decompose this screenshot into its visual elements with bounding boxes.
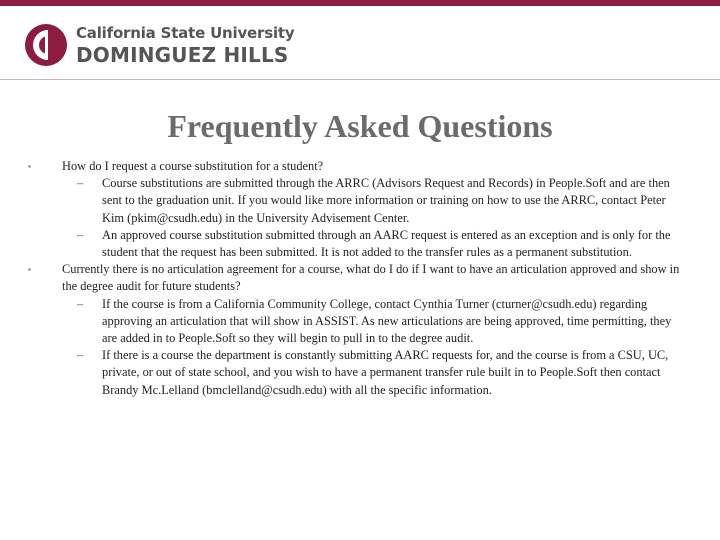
answer-text: An approved course substitution submitted through an AARC request is entered as an exception and is only for the student that the request has been submitted. It is not added to the transfer rules as a permanent substitution. [102, 227, 671, 260]
logo-text-line2: DOMINGUEZ HILLS [76, 43, 289, 67]
university-logo [24, 23, 295, 69]
faq-question [28, 158, 688, 175]
faq-answer [28, 296, 688, 348]
answer-text: If the course is from a California Community College, contact Cynthia Turner (cturner@csudh.edu) regarding approving an articulation that will show in ASSIST. As new articulations are being approved, time permitting, they are added in to People.Soft so they will begin to pull in to the degree audit. [102, 296, 672, 346]
faq-answer [28, 347, 688, 399]
bullet-icon: ▪ [28, 265, 31, 275]
dash-icon: – [77, 296, 84, 311]
faq-question [28, 261, 688, 295]
answer-text: Course substitutions are submitted through the ARRC (Advisors Request and Records) in People.Soft and are then sent to the graduation unit. If you would like more information or training on how to use the ARRC, contact Peter Kim (pkim@csudh.edu) in the University Advisement Center. [102, 176, 670, 225]
faq-answer [28, 227, 688, 261]
faq-answer [28, 175, 688, 227]
dash-icon: – [77, 348, 84, 363]
header-divider [0, 79, 720, 80]
faq-content [28, 158, 688, 399]
question-text: Currently there is no articulation agreement for a course, what do I do if I want to have an articulation approved and show in the degree audit for future students? [62, 262, 680, 294]
dash-icon: – [77, 227, 84, 242]
top-accent-bar [0, 0, 720, 6]
bullet-icon: ▪ [28, 162, 31, 171]
csudh-logo-icon [24, 23, 68, 67]
question-text: How do I request a course substitution for a student? [62, 159, 324, 173]
dash-icon: – [77, 176, 84, 191]
logo-text-line1: California State University [76, 24, 295, 42]
answer-text: If there is a course the department is constantly submitting AARC requests for, and the course is from a CSU, UC, private, or out of state school, and you wish to have a permanent transfer rule built in to People.Soft then contact Brandy Mc.Lelland (bmclelland@csudh.edu) with all the specific information. [102, 348, 669, 397]
page-title: Frequently Asked Questions [167, 108, 553, 144]
